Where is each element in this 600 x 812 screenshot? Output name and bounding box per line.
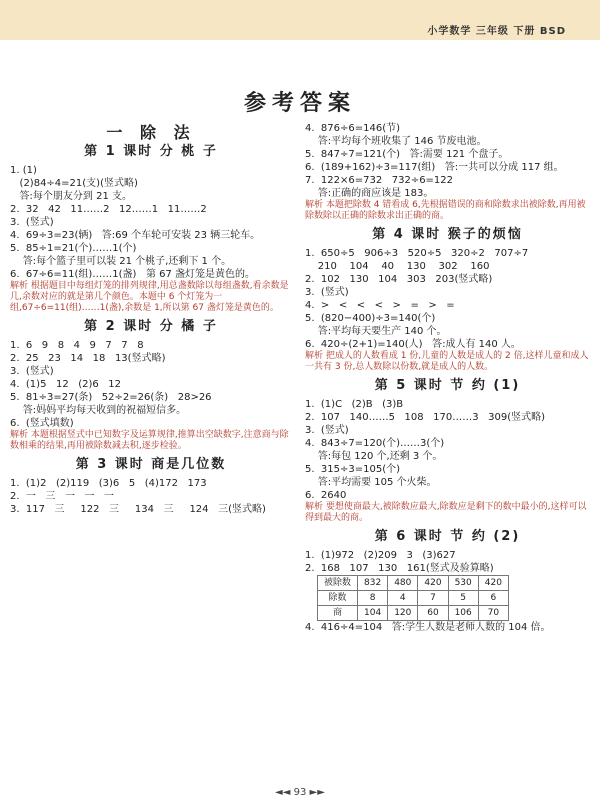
top-explanation: 解析 本题把除数 4 错看成 6,先根据错误的商和除数求出被除数,再用被除数除以正确的除数求出正确的商。 bbox=[305, 200, 586, 221]
l1-line: 6. 67÷6=11(组)……1(盏) 第 67 盏灯笼是黄色的。 bbox=[10, 269, 256, 280]
l1-line: 答:每个篮子里可以装 21 个桃子,还剩下 1 个。 bbox=[10, 256, 232, 267]
table-cell: 420 bbox=[418, 576, 448, 591]
r-line: 7. 122×6=732 732÷6=122 bbox=[305, 175, 454, 186]
l5-line: 6. 2640 bbox=[305, 490, 347, 501]
page-footer bbox=[0, 787, 600, 798]
l2-line: 1. 6 9 8 4 9 7 7 8 bbox=[10, 340, 144, 351]
lesson4-explanation: 解析 把成人的人数看成 1 份,儿童的人数是成人的 2 倍,这样儿童和成人一共有 3 份,总人数除以份数,就是成人的人数。 bbox=[305, 351, 589, 372]
l6-line: 1. (1)972 (2)209 3 (3)627 bbox=[305, 550, 456, 561]
table-cell: 420 bbox=[478, 576, 508, 591]
l2-line: 答:妈妈平均每天收到的祝福短信多。 bbox=[10, 405, 187, 416]
l5-line: 答:每包 120 个,还剩 3 个。 bbox=[305, 451, 443, 462]
l4-line: 6. 420÷(2+1)=140(人) 答:成人有 140 人。 bbox=[305, 339, 521, 350]
table-cell: 106 bbox=[448, 606, 478, 621]
l2-line: 5. 81÷3=27(条) 52÷2=26(条) 28>26 bbox=[10, 392, 212, 403]
l1-line: 5. 85÷1=21(个)……1(个) bbox=[10, 243, 137, 254]
table-cell: 60 bbox=[418, 606, 448, 621]
l1-line: 1. (1) bbox=[10, 165, 37, 176]
lesson4-title: 第 4 课时 猴子的烦恼 bbox=[372, 227, 523, 242]
lesson5-title: 第 5 课时 节 约 (1) bbox=[374, 378, 521, 393]
lesson2-explanation: 解析 本题根据竖式中已知数字及运算规律,推算出空缺数字,注意商与除数相乘的结果,再用被除数减去积,逐步检验。 bbox=[10, 430, 289, 451]
table-cell: 7 bbox=[418, 591, 448, 606]
l1-line: 4. 69÷3=23(辆) 答:69 个车轮可安装 23 辆三轮车。 bbox=[10, 230, 261, 241]
page-title: 参考答案 bbox=[243, 91, 356, 116]
l1-line: 3. (竖式) bbox=[10, 217, 54, 228]
header-subtitle: 小学数学 三年级 下册 BSD bbox=[427, 26, 566, 37]
l4-line: 答:平均每天要生产 140 个。 bbox=[305, 326, 447, 337]
l5-line: 5. 315÷3=105(个) bbox=[305, 464, 400, 475]
l5-line: 答:平均需要 105 个火柴。 bbox=[305, 477, 437, 488]
l1-line: 答:每个朋友分到 21 支。 bbox=[10, 191, 132, 202]
unit-title: 一 除 法 bbox=[106, 123, 196, 142]
l5-line: 1. (1)C (2)B (3)B bbox=[305, 399, 404, 410]
r-line: 4. 876÷6=146(节) bbox=[305, 123, 400, 134]
lesson3-title: 第 3 课时 商是几位数 bbox=[75, 457, 227, 472]
prev-arrow-icon[interactable]: ◄◄ bbox=[275, 787, 291, 798]
table-cell: 8 bbox=[358, 591, 388, 606]
l2-line: 4. (1)5 12 (2)6 12 bbox=[10, 379, 122, 390]
table-cell: 530 bbox=[448, 576, 478, 591]
l2-line: 3. (竖式) bbox=[10, 366, 54, 377]
l6-line: 2. 168 107 130 161(竖式及验算略) bbox=[305, 563, 494, 574]
table-cell: 4 bbox=[388, 591, 418, 606]
table-cell: 832 bbox=[358, 576, 388, 591]
table-cell: 70 bbox=[478, 606, 508, 621]
lesson2-title: 第 2 课时 分 橘 子 bbox=[84, 319, 218, 334]
l5-line: 3. (竖式) bbox=[305, 425, 349, 436]
l4-line: 3. (竖式) bbox=[305, 287, 349, 298]
division-table bbox=[317, 575, 509, 621]
right-column bbox=[305, 122, 590, 634]
r-line: 答:正确的商应该是 183。 bbox=[305, 188, 434, 199]
table-cell: 商 bbox=[318, 606, 358, 621]
lesson1-title: 第 1 课时 分 桃 子 bbox=[84, 144, 218, 159]
lesson6-title: 第 6 课时 节 约 (2) bbox=[374, 529, 521, 544]
l4-line: 4. > < < < > = > = bbox=[305, 300, 455, 311]
l6-last-line: 4. 416÷4=104 答:学生人数是老师人数的 104 倍。 bbox=[305, 622, 551, 633]
l4-line: 1. 650÷5 906÷3 520÷5 320÷2 707÷7 bbox=[305, 248, 529, 259]
l1-line: (2)84÷4=21(支)(竖式略) bbox=[10, 178, 138, 189]
table-cell: 480 bbox=[388, 576, 418, 591]
l5-line: 2. 107 140……5 108 170……3 309(竖式略) bbox=[305, 412, 546, 423]
l2-line: 6. (竖式填数) bbox=[10, 418, 74, 429]
lesson5-explanation: 解析 要想使商最大,被除数应最大,除数应是剩下的数中最小的,这样可以得到最大的商。 bbox=[305, 502, 587, 523]
l3-line: 1. (1)2 (2)119 (3)6 5 (4)172 173 bbox=[10, 478, 207, 489]
r-line: 答:平均每个班收集了 146 节废电池。 bbox=[305, 136, 487, 147]
r-line: 5. 847÷7=121(个) 答:需要 121 个盘子。 bbox=[305, 149, 509, 160]
l4-line: 210 104 40 130 302 160 bbox=[305, 261, 490, 272]
table-cell: 5 bbox=[448, 591, 478, 606]
l3-line: 3. 117 三 122 三 134 三 124 三(竖式略) bbox=[10, 504, 266, 515]
table-cell: 除数 bbox=[318, 591, 358, 606]
l5-line: 4. 843÷7=120(个)……3(个) bbox=[305, 438, 445, 449]
l1-line: 2. 32 42 11……2 12……1 11……2 bbox=[10, 204, 207, 215]
r-line: 6. (189+162)÷3=117(组) 答:一共可以分成 117 组。 bbox=[305, 162, 564, 173]
table-cell: 6 bbox=[478, 591, 508, 606]
table-cell: 被除数 bbox=[318, 576, 358, 591]
table-cell: 104 bbox=[358, 606, 388, 621]
l3-line: 2. 一 三 一 一 一 bbox=[10, 491, 115, 502]
table-row bbox=[318, 591, 509, 606]
table-row bbox=[318, 606, 509, 621]
lesson1-explanation: 解析 根据题目中每组灯笼的排列规律,用总盏数除以每组盏数,看余数是几,余数对应的就是第几个颜色。本题中 6 个灯笼为一组,67÷6=11(组)……1(盏),余数是 1,所以第 67 盏灯笼是黄色的。 bbox=[10, 281, 289, 313]
next-arrow-icon[interactable]: ►► bbox=[309, 787, 325, 798]
page-number: 93 bbox=[293, 787, 307, 798]
table-cell: 120 bbox=[388, 606, 418, 621]
table-row bbox=[318, 576, 509, 591]
l4-line: 2. 102 130 104 303 203(竖式略) bbox=[305, 274, 493, 285]
left-column bbox=[10, 122, 292, 516]
l4-line: 5. (820−400)÷3=140(个) bbox=[305, 313, 436, 324]
l2-line: 2. 25 23 14 18 13(竖式略) bbox=[10, 353, 166, 364]
